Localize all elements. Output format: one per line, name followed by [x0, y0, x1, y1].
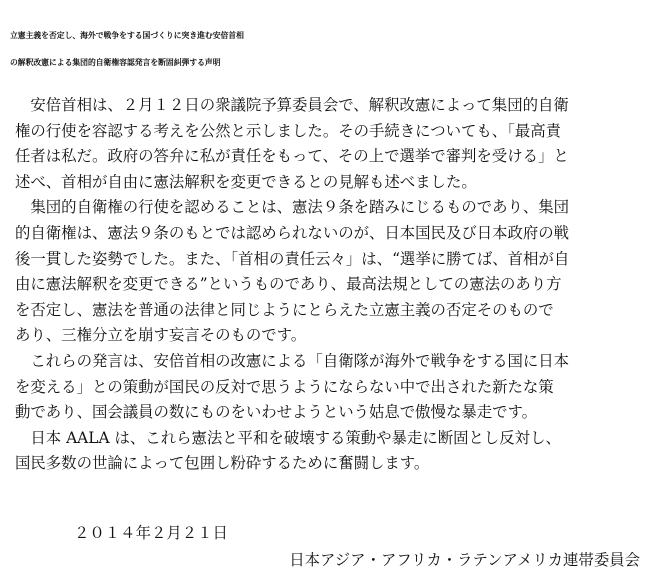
document-title	[10, 22, 665, 76]
title-line: の解釈改憲による集団的自衛権容認発言を断固糾弾する声明	[10, 58, 221, 67]
title-line: 立憲主義を否定し、海外で戦争をする国づくりに突き進む安倍首相	[10, 31, 244, 40]
organization-signature: 日本アジア・アフリカ・ラテンアメリカ連帯委員会	[289, 551, 640, 569]
body-line: 権の行使を容認する考えを公然と示しました。その手続きについても、「最高責	[15, 121, 562, 140]
statement-date: ２０１４年２月２１日	[74, 524, 228, 542]
body-line: 動であり、国会議員の数にものをいわせようという姑息で傲慢な暴走です。	[15, 403, 538, 422]
body-line: あり、三権分立を崩す妄言そのものです。	[15, 326, 307, 345]
body-line: を否定し、憲法を普通の法律と同じようにとらえた立憲主義の否定そのもので	[15, 300, 554, 319]
body-line: これらの発言は、安倍首相の改憲による「自衛隊が海外で戦争をする国に日本	[15, 351, 570, 370]
body-line: 国民多数の世論によって包囲し粉砕するために奮闘します。	[15, 454, 430, 473]
body-line: 日本 AALA は、これら憲法と平和を破壊する策動や暴走に断固とし反対し、	[15, 428, 561, 447]
body-line: 集団的自衛権の行使を認めることは、憲法９条を踏みにじるものであり、集団	[15, 198, 570, 217]
body-line: を変える」との策動が国民の反対で思うようにならない中で出された新たな策	[15, 377, 554, 396]
body-line: 任者は私だ。政府の答弁に私が責任をもって、その上で選挙で審判を受ける」と	[15, 147, 569, 166]
body-line: 的自衛権は、憲法９条のもとでは認められないのが、日本国民及び日本政府の戦	[15, 223, 570, 242]
body-line: 述べ、首相が自由に憲法解釈を変更できるとの見解も述べました。	[15, 172, 477, 191]
body-line: 安倍首相は、２月１２日の衆議院予算委員会で、解釈改憲によって集団的自衛	[15, 96, 569, 114]
statement-body	[15, 93, 655, 477]
body-line: 後一貫した姿勢でした。また、「首相の責任云々」は、“選挙に勝てば、首相が自	[15, 249, 570, 268]
body-line: 由に憲法解釈を変更できる”というものであり、最高法規としての憲法のあり方	[15, 275, 562, 294]
